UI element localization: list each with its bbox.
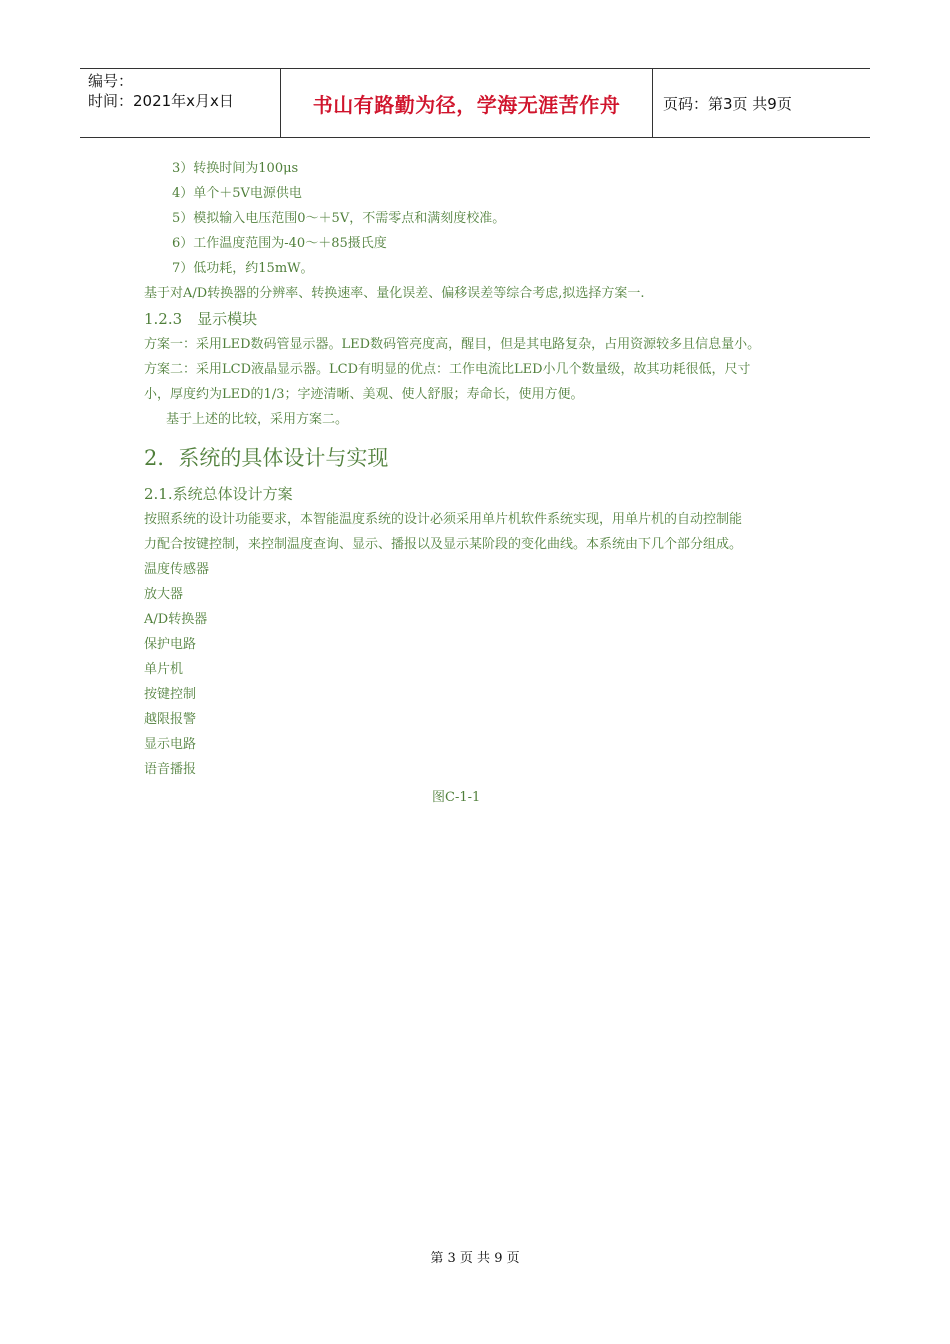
list-item-power-supply: 4）单个＋5V电源供电 [172, 186, 302, 201]
component-item: 单片机 [144, 662, 184, 677]
header-meta [80, 69, 281, 137]
page-footer: 第 3 页 共 9 页 [430, 1251, 520, 1266]
component-item: 保护电路 [144, 637, 197, 652]
header-page-number: 页码：第3页 共9页 [663, 94, 792, 113]
section-heading-display-module: 1.2.3 显示模块 [144, 310, 258, 328]
figure-caption: 图C-1-1 [432, 790, 481, 805]
page-header [80, 68, 870, 138]
component-item: 按键控制 [144, 687, 197, 702]
list-item-low-power: 7）低功耗，约15mW。 [172, 261, 314, 276]
list-item-input-range: 5）模拟输入电压范围0～＋5V，不需零点和满刻度校准。 [172, 211, 506, 226]
paragraph-option-one: 方案一：采用LED数码管显示器。LED数码管亮度高，醒目，但是其电路复杂，占用资源较多且信息量小。 [144, 337, 761, 352]
chapter-heading: 2．系统的具体设计与实现 [144, 446, 389, 470]
component-item: 放大器 [144, 587, 184, 602]
header-motto: 书山有路勤为径，学海无涯苦作舟 [281, 69, 653, 137]
paragraph-design-requirements-cont: 力配合按键控制，来控制温度查询、显示、播报以及显示某阶段的变化曲线。本系统由下几个部分组成。 [144, 537, 743, 552]
paragraph-design-requirements: 按照系统的设计功能要求，本智能温度系统的设计必须采用单片机软件系统实现，用单片机的自动控制能 [144, 512, 743, 527]
component-item: 温度传感器 [144, 562, 210, 577]
component-item: 越限报警 [144, 712, 197, 727]
paragraph-ad-choice: 基于对A/D转换器的分辨率、转换速率、量化误差、偏移误差等综合考虑,拟选择方案一. [144, 286, 645, 301]
paragraph-option-two: 方案二：采用LCD液晶显示器。LCD有明显的优点：工作电流比LED小几个数量级，故其功耗很低，尺寸 [144, 362, 751, 377]
section-heading-overall-design: 2.1.系统总体设计方案 [144, 485, 293, 503]
component-item: 显示电路 [144, 737, 197, 752]
component-item: 语音播报 [144, 762, 197, 777]
list-item-temperature-range: 6）工作温度范围为-40～＋85摄氏度 [172, 236, 387, 251]
list-item-conversion-time: 3）转换时间为100μs [172, 161, 299, 176]
paragraph-option-two-cont: 小，厚度约为LED的1/3；字迹清晰、美观、使人舒服；寿命长，使用方便。 [144, 387, 584, 402]
header-number: 编号： [88, 72, 134, 90]
component-item: A/D转换器 [144, 612, 208, 627]
paragraph-conclusion: 基于上述的比较，采用方案二。 [166, 412, 349, 427]
header-time: 时间：2021年x月x日 [88, 92, 234, 110]
